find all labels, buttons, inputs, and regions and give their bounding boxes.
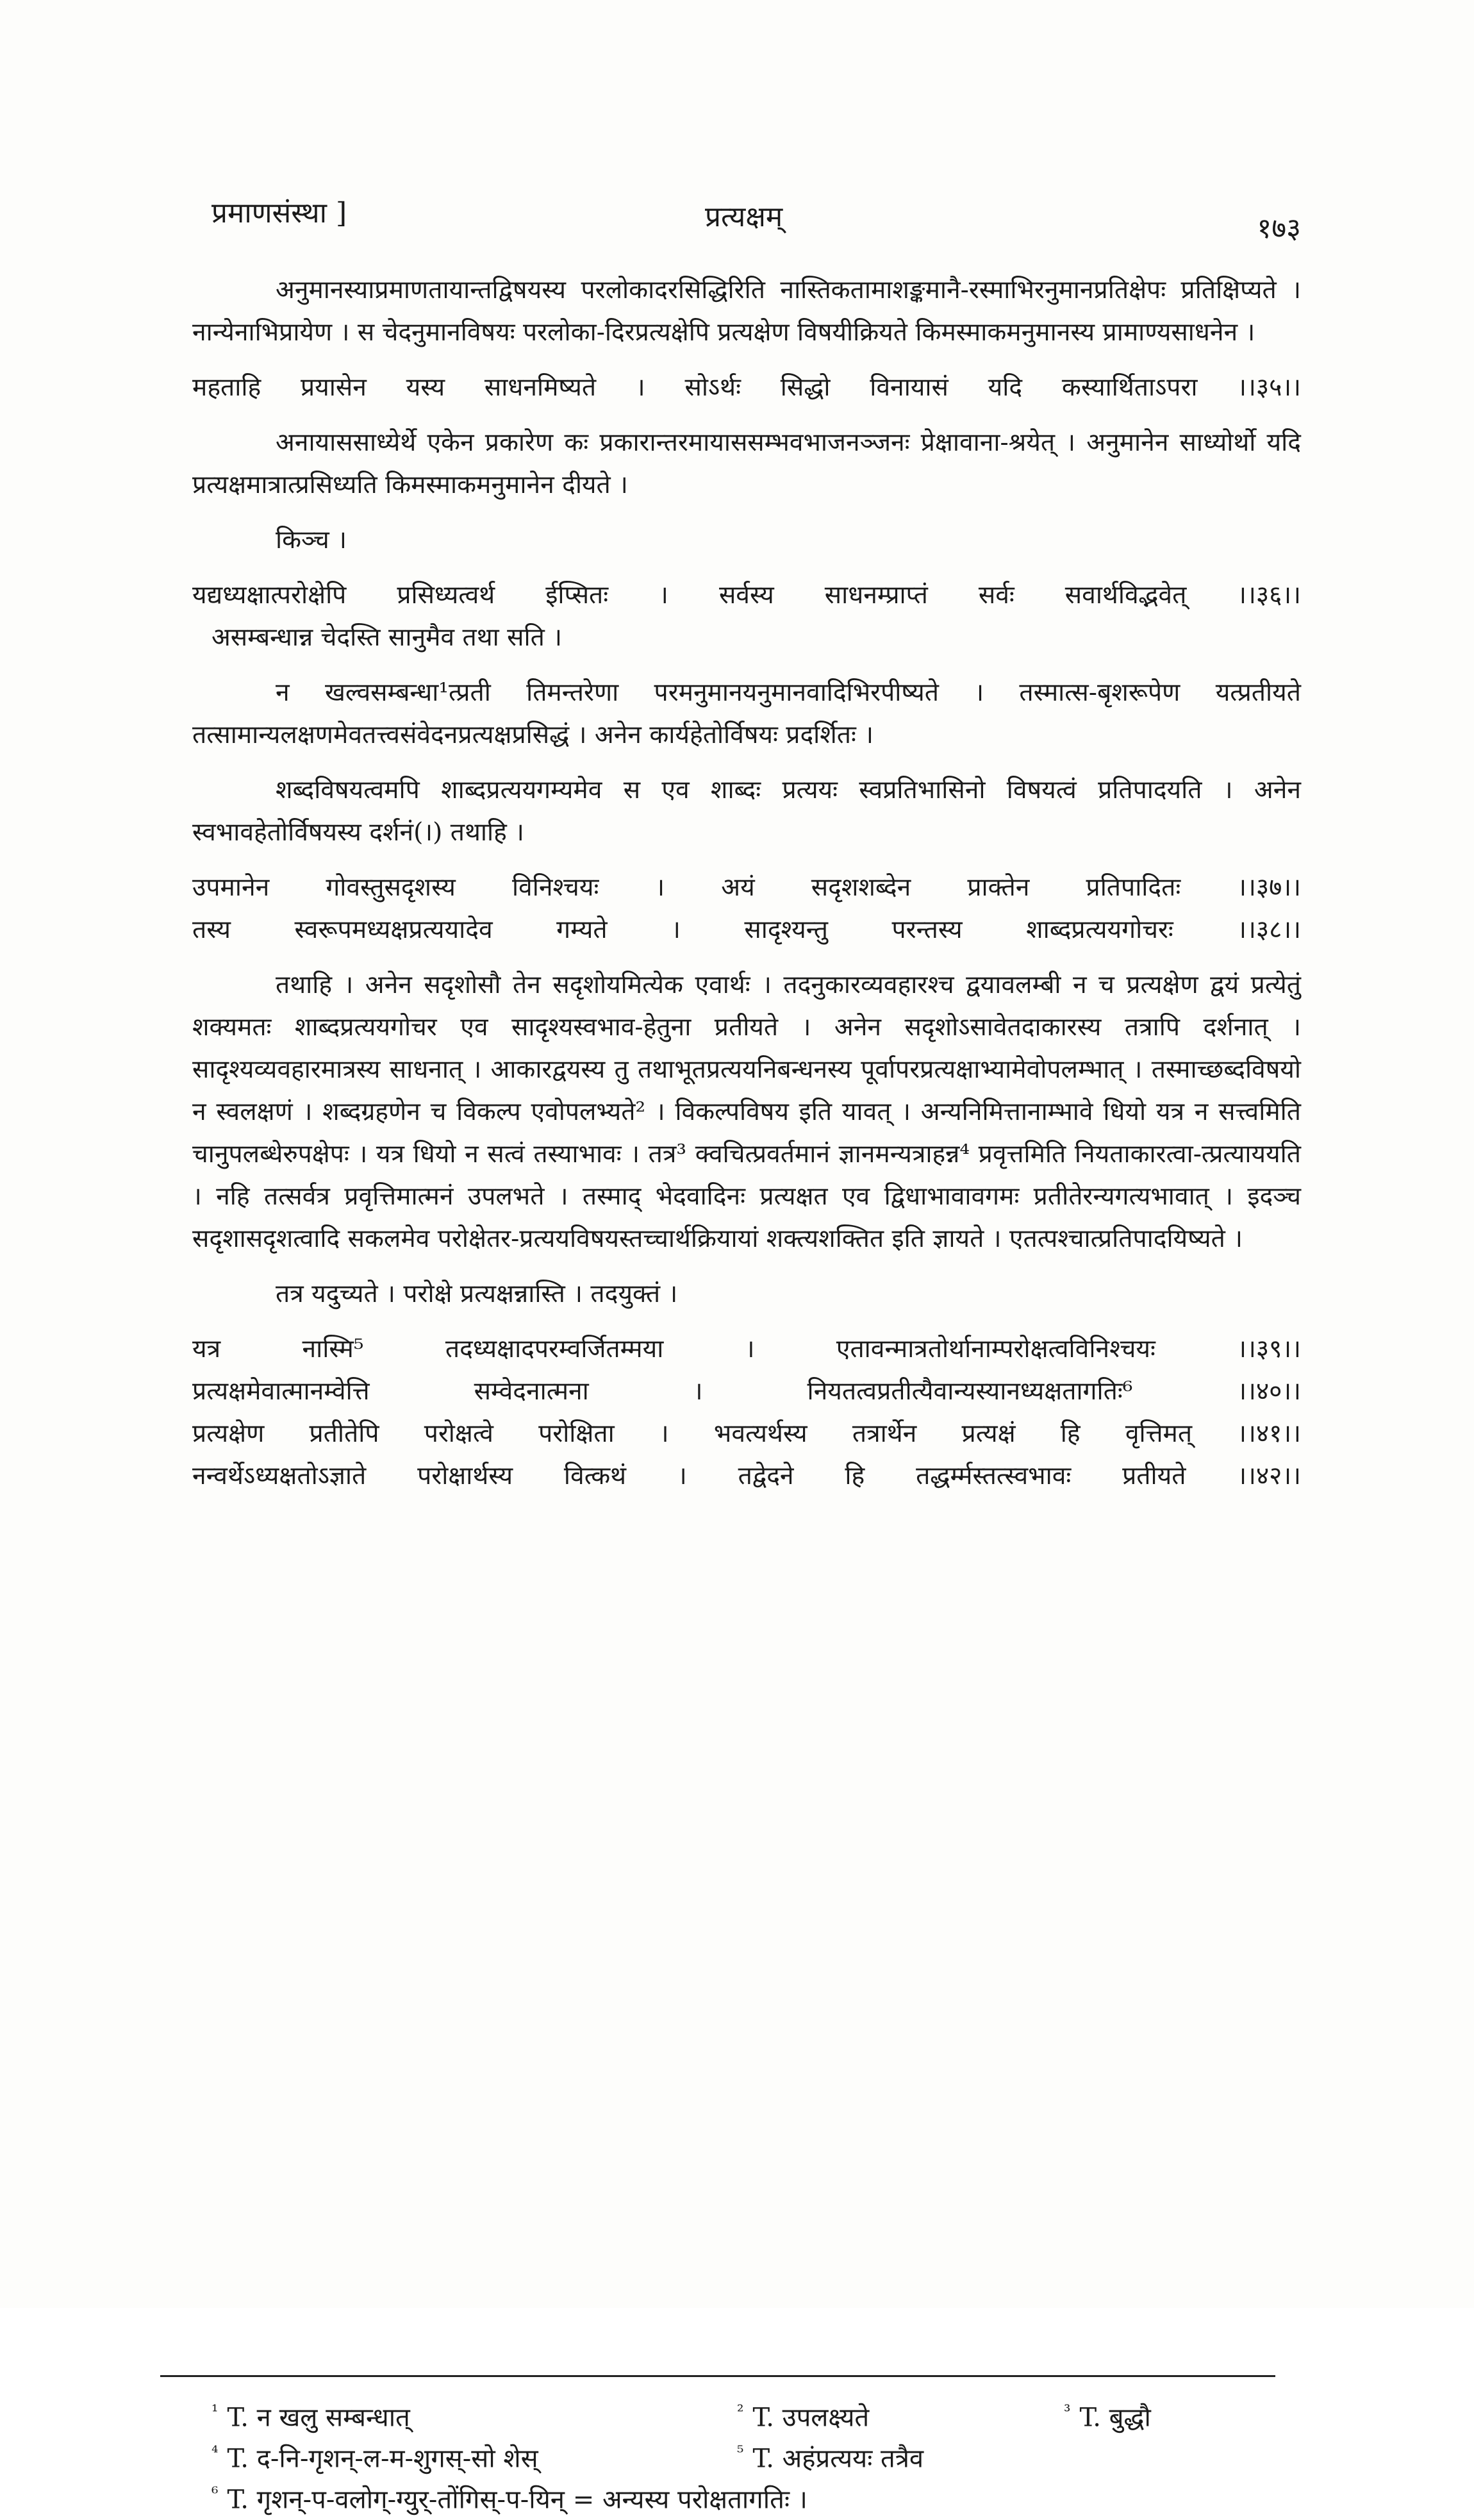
footnote-row (211, 2473, 1301, 2514)
page-number: १७३ (1257, 212, 1301, 245)
chapter-title: प्रमाणसंस्था ] (211, 197, 347, 229)
verse-39: यत्र नास्मि⁵ तदध्यक्षादपरम्वर्जितम्मया । एतावन्मात्रतोर्थानाम्परोक्षत्वविनिश्चयः ।।३९।। (192, 1335, 1301, 1364)
paragraph: अनायाससाध्येर्थे एकेन प्रकारेण कः प्रकारान्तरमायाससम्भवभाजनञ्जनः प्रेक्षावाना-श्रयेत् । अनुमानेन साध्योर्थो यदि प्रत्यक्षमात्रात्प्रसिध्यति किमस्माकमनुमानेन दीयते । (192, 428, 1301, 499)
footnote-row (211, 2391, 1301, 2432)
body-text (192, 269, 1301, 1498)
footnote-1: $^{^1}$ T. न खलु सम्बन्धात् (211, 2402, 410, 2433)
verse-42: नन्वर्थेऽध्यक्षतोऽज्ञाते परोक्षार्थस्य वित्कथं । तद्वेदने हि तद्धर्म्मस्तत्स्वभावः प्रतीयते ।।४२।। (192, 1462, 1301, 1490)
paragraph: तथाहि । अनेन सदृशोसौ तेन सदृशोयमित्येक एवार्थः । तदनुकारव्यवहारश्च द्वयावलम्बी न च प्रत्यक्षेण द्वयं प्रत्येतुं शक्यमतः शाब्दप्रत्ययगोचर एव सादृश्यस्वभाव-हेतुना प्रतीयते । अनेन सदृशोऽसावेतदाकारस्य तत्रापि दर्शनात् । सादृश्यव्यवहारमात्रस्य साधनात् । आकारद्वयस्य तु तथाभूतप्रत्ययनिबन्धनस्य पूर्वापरप्रत्यक्षाभ्यामेवोपलम्भात् । तस्माच्छब्दविषयो न स्वलक्षणं । शब्दग्रहणेन च विकल्प एवोपलभ्यते² । विकल्पविषय इति यावत् । अन्यनिमित्तानाम्भावे धियो यत्र न सत्त्वमिति चानुपलब्धेरुपक्षेपः । यत्र धियो न सत्वं तस्याभावः । तत्र³ क्वचित्प्रवर्तमानं ज्ञानमन्यत्राहन्न⁴ प्रवृत्तमिति नियताकारत्वा-त्प्रत्याययति । नहि तत्सर्वत्र प्रवृत्तिमात्मनं उपलभते । तस्माद् भेदवादिनः प्रत्यक्षत एव द्विधाभावावगमः प्रतीतेरन्यगत्यभावात् । इदञ्च सदृशासदृशत्वादि सकलमेव परोक्षेतर-प्रत्ययविषयस्तच्चार्थक्रियायां शक्त्यशक्तित इति ज्ञायते । एतत्पश्चात्प्रतिपादयिष्यते । (192, 971, 1301, 1253)
footnote-4: $^{^4}$ T. द-नि-गृशन्-ल-म-शुगस्-सो शेस् (211, 2443, 538, 2474)
verse-40: प्रत्यक्षमेवात्मानम्वेत्ति सम्वेदनात्मना । नियतत्वप्रतीत्यैवान्यस्यानध्यक्षतागतिः⁶ ।।४०।। (192, 1377, 1301, 1406)
verse-half-line: असम्बन्धान्न चेदस्ति सानुमैव तथा सति । (211, 623, 563, 652)
verse-36: यद्यध्यक्षात्परोक्षेपि प्रसिध्यत्वर्थ ईप्सितः । सर्वस्य साधनम्प्राप्तं सर्वः सवार्थविद्भवेत् ।।३६।। (192, 581, 1301, 610)
running-head (211, 192, 1301, 245)
verse-35: महताहि प्रयासेन यस्य साधनमिष्यते । सोऽर्थः सिद्धो विनायासं यदि कस्यार्थिताऽपरा ।।३५।। (192, 373, 1301, 402)
footnote-2: $^{^2}$ T. उपलक्ष्यते (737, 2402, 870, 2433)
footnote-5: $^{^5}$ T. अहंप्रत्ययः तत्रैव (737, 2443, 924, 2474)
footnote-divider (160, 2375, 1275, 2377)
kincha-line: किञ्च । (276, 526, 347, 555)
verse-41: प्रत्यक्षेण प्रतीतेपि परोक्षत्वे परोक्षिता । भवत्यर्थस्य तत्रार्थेन प्रत्यक्षं हि वृत्तिमत् ।।४१।। (192, 1419, 1301, 1448)
paragraph: अनुमानस्याप्रमाणतायान्तद्विषयस्य परलोकादरसिद्धिरिति नास्तिकतामाशङ्कमानै-रस्माभिरनुमानप्रतिक्षेपः प्रतिक्षिप्यते । नान्येनाभिप्रायेण । स चेदनुमानविषयः परलोका-दिरप्रत्यक्षेपि प्रत्यक्षेण विषयीक्रियते किमस्माकमनुमानस्य प्रामाण्यसाधनेन । (192, 276, 1301, 347)
footnote-3: $^{^3}$ T. बुद्धौ (1064, 2402, 1151, 2433)
paragraph: शब्दविषयत्वमपि शाब्दप्रत्ययगम्यमेव स एव शाब्दः प्रत्ययः स्वप्रतिभासिनो विषयत्वं प्रतिपादयति । अनेन स्वभावहेतोर्विषयस्य दर्शनं(।) तथाहि । (192, 776, 1301, 847)
paragraph: तत्र यदुच्यते । परोक्षे प्रत्यक्षन्नास्ति । तदयुक्तं । (276, 1280, 678, 1308)
footnote-6: $^{^6}$ T. गृशन्-प-वलोग्-ग्युर्-तोंगिस्-प-यिन् = अन्यस्य परोक्षतागतिः । (211, 2484, 807, 2515)
paragraph: न खल्वसम्बन्धा¹त्प्रती तिमन्तरेणा परमनुमानयनुमानवादिभिरपीष्यते । तस्मात्स-बृशरूपेण यत्प्रतीयते तत्सामान्यलक्षणमेवतत्त्वसंवेदनप्रत्यक्षप्रसिद्धं । अनेन कार्यहेतोर्विषयः प्रदर्शितः । (192, 678, 1301, 749)
section-title: प्रत्यक्षम् (705, 201, 783, 233)
verse-38: तस्य स्वरूपमध्यक्षप्रत्ययादेव गम्यते । सादृश्यन्तु परन्तस्य शाब्दप्रत्ययगोचरः ।।३८।। (192, 915, 1301, 944)
footnote-row (211, 2432, 1301, 2473)
footnotes (211, 2391, 1301, 2514)
verse-37: उपमानेन गोवस्तुसदृशस्य विनिश्चयः । अयं सदृशशब्देन प्राक्तेन प्रतिपादितः ।।३७।। (192, 873, 1301, 902)
